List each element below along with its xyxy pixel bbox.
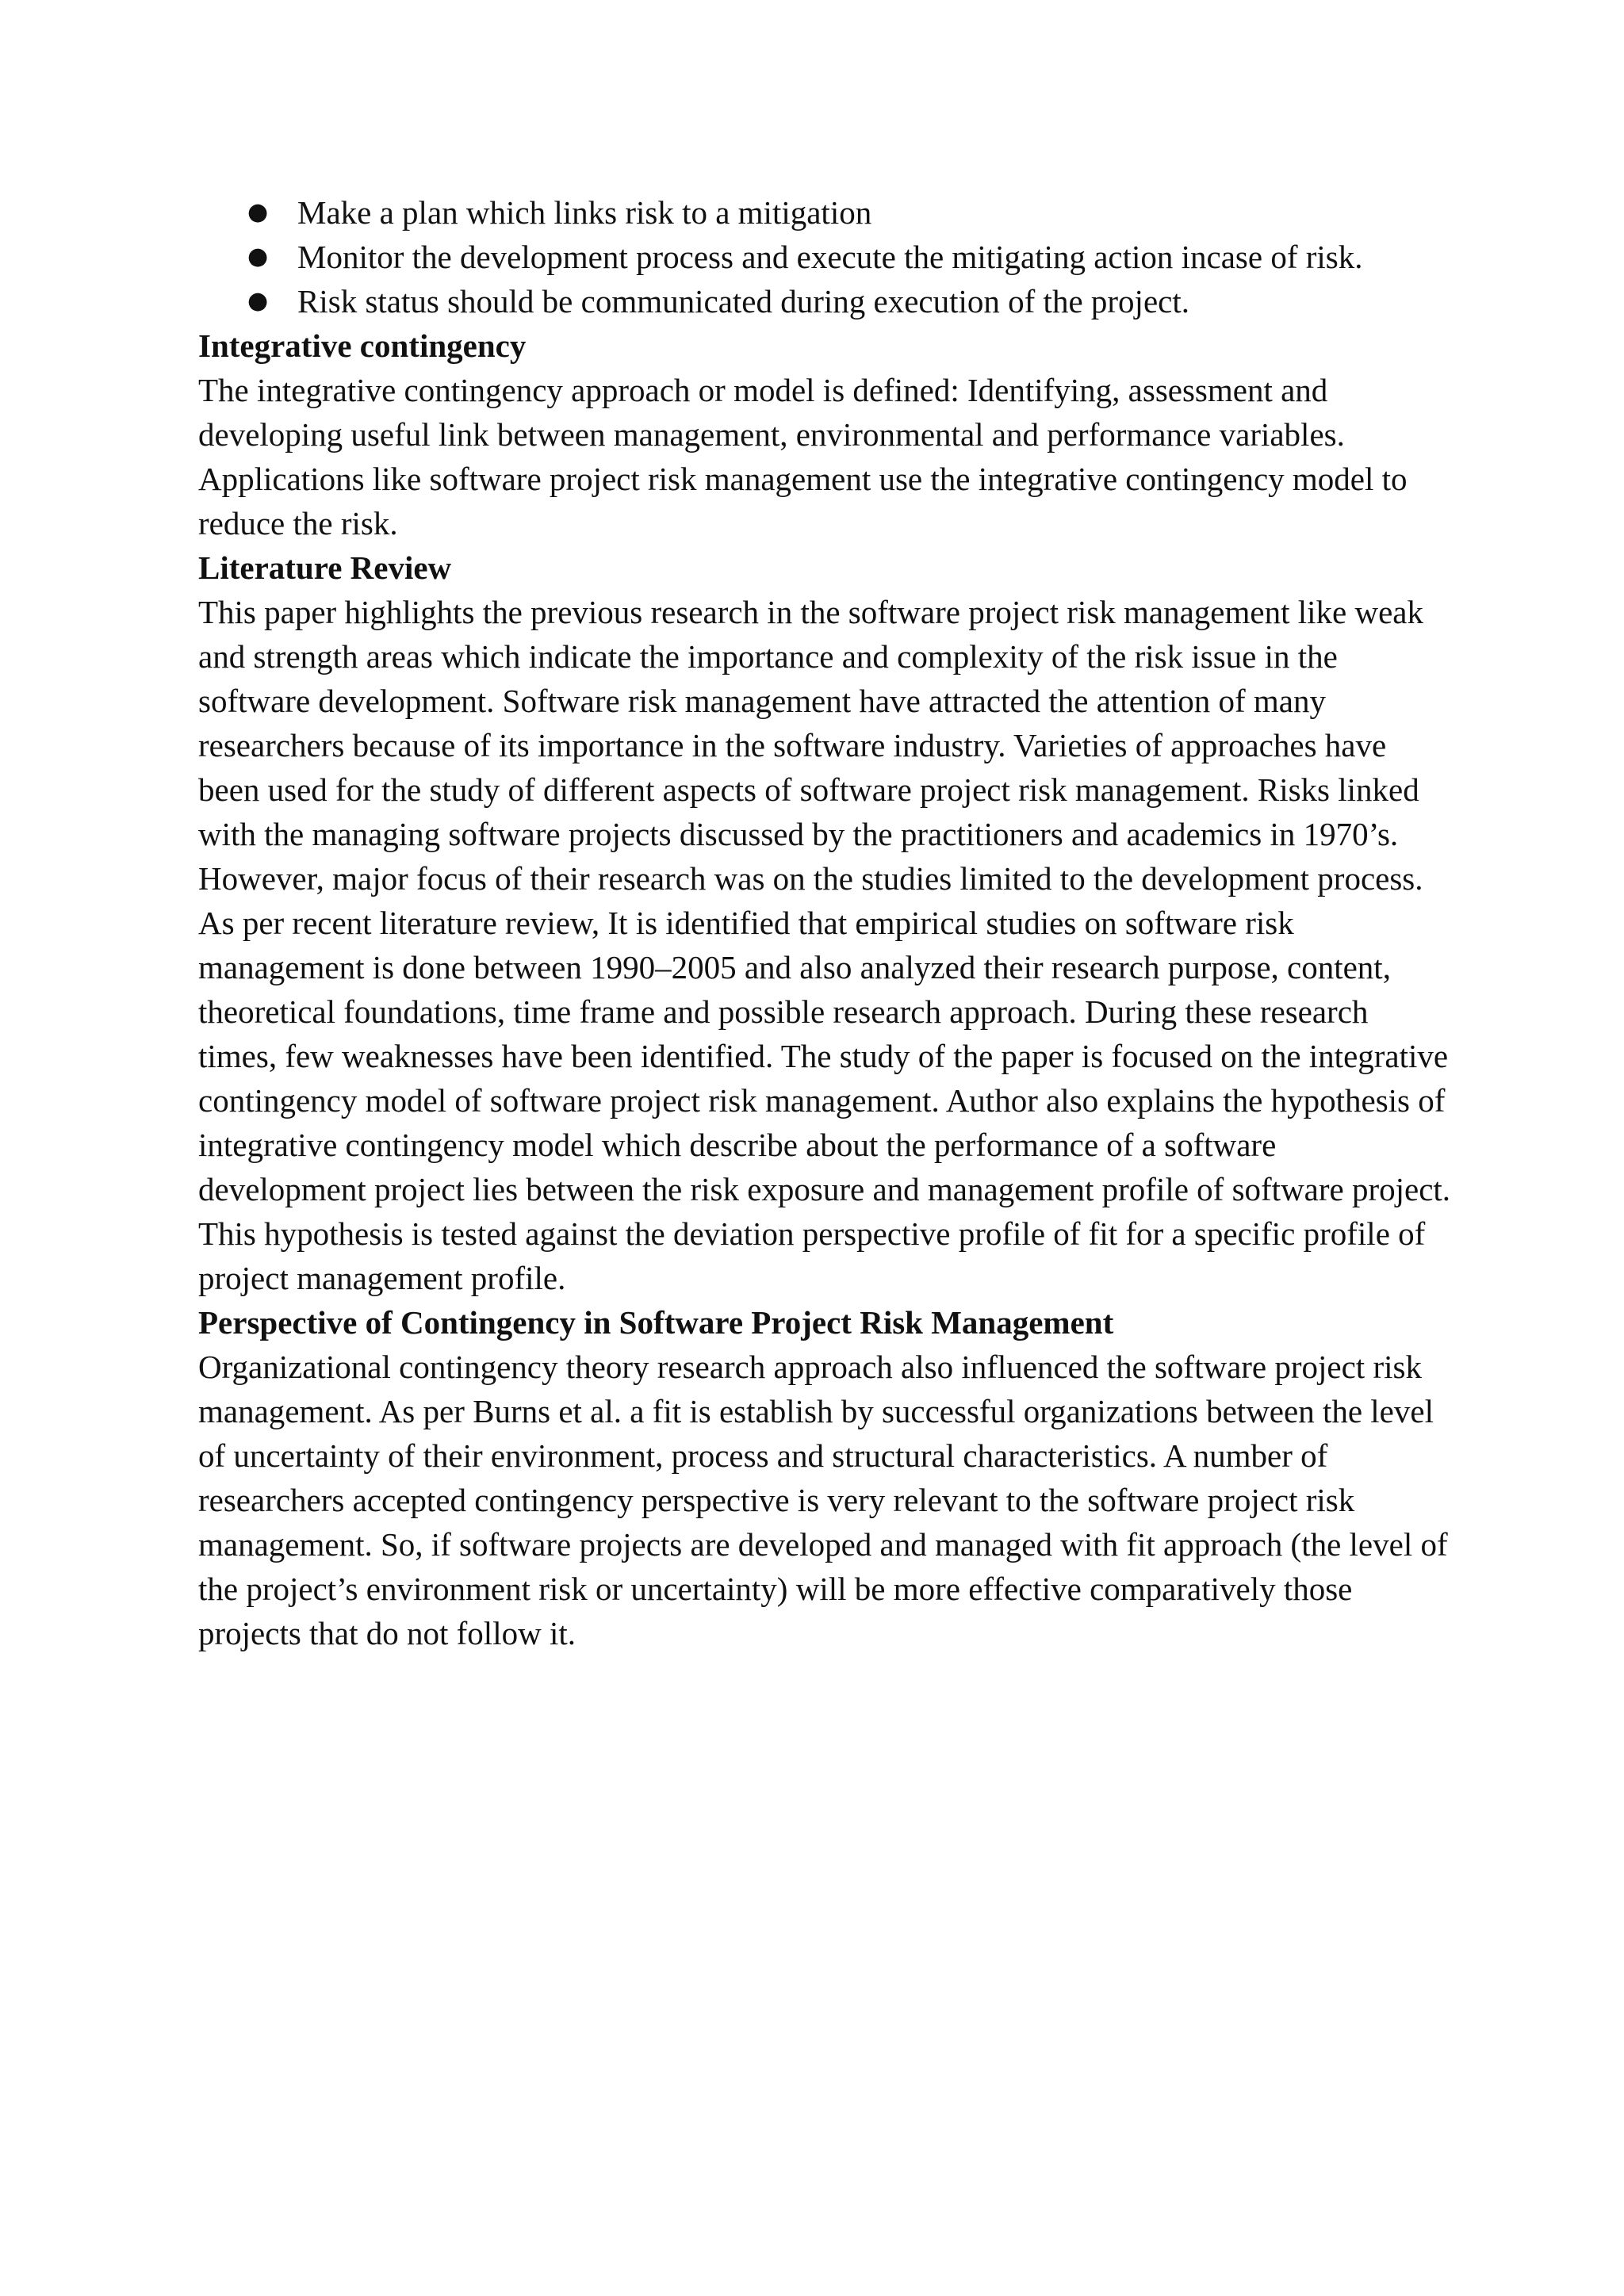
bullet-icon: ● bbox=[247, 198, 269, 226]
bullet-icon: ● bbox=[247, 243, 269, 270]
integrative-contingency-paragraph: The integrative contingency approach or model is defined: Identifying, assessment and developing useful link between management, environmental and performance variables. Applications like software project risk management use the integrative contingency model to reduce the risk. bbox=[198, 372, 1408, 541]
literature-review-paragraph: This paper highlights the previous research in the software project risk management like weak and strength areas which indicate the importance and complexity of the risk issue in the software development. Software risk management have attracted the attention of many researchers because of its importance in the software industry. Varieties of approaches have been used for the study of different aspects of software project risk management. Risks linked with the managing software projects discussed by the practitioners and academics in 1970’s. However, major focus of their research was on the studies limited to the development process. As per recent literature review, It is identified that empirical studies on software risk management is done between 1990–2005 and also analyzed their research purpose, content, theoretical foundations, time frame and possible research approach. During these research times, few weaknesses have been identified. The study of the paper is focused on the integrative contingency model of software project risk management. Author also explains the hypothesis of integrative contingency model which describe about the performance of a software development project lies between the risk exposure and management profile of software project. This hypothesis is tested against the deviation perspective profile of fit for a specific profile of project management profile. bbox=[198, 594, 1451, 1296]
page-content bbox=[198, 190, 1451, 1655]
integrative-contingency-heading: Integrative contingency bbox=[198, 327, 527, 364]
literature-review-heading: Literature Review bbox=[198, 549, 452, 586]
bullet-text: Monitor the development process and execute the mitigating action incase of risk. bbox=[297, 239, 1363, 275]
bullet-item bbox=[198, 279, 1451, 323]
bullet-text: Risk status should be communicated during execution of the project. bbox=[297, 283, 1189, 320]
mitigation-bullet-list bbox=[198, 190, 1451, 323]
bullet-text: Make a plan which links risk to a mitigation bbox=[297, 194, 872, 231]
bullet-item bbox=[198, 190, 1451, 235]
bullet-icon: ● bbox=[247, 287, 269, 315]
perspective-paragraph: Organizational contingency theory research approach also influenced the software project risk management. As per Burns et al. a fit is establish by successful organizations between the level of uncertainty of their environment, process and structural characteristics. A number of researchers accepted contingency perspective is very relevant to the software project risk management. So, if software projects are developed and managed with fit approach (the level of the project’s environment risk or uncertainty) will be more effective comparatively those projects that do not follow it. bbox=[198, 1349, 1448, 1651]
bullet-item bbox=[198, 235, 1451, 279]
perspective-heading: Perspective of Contingency in Software Project Risk Management bbox=[198, 1304, 1114, 1341]
